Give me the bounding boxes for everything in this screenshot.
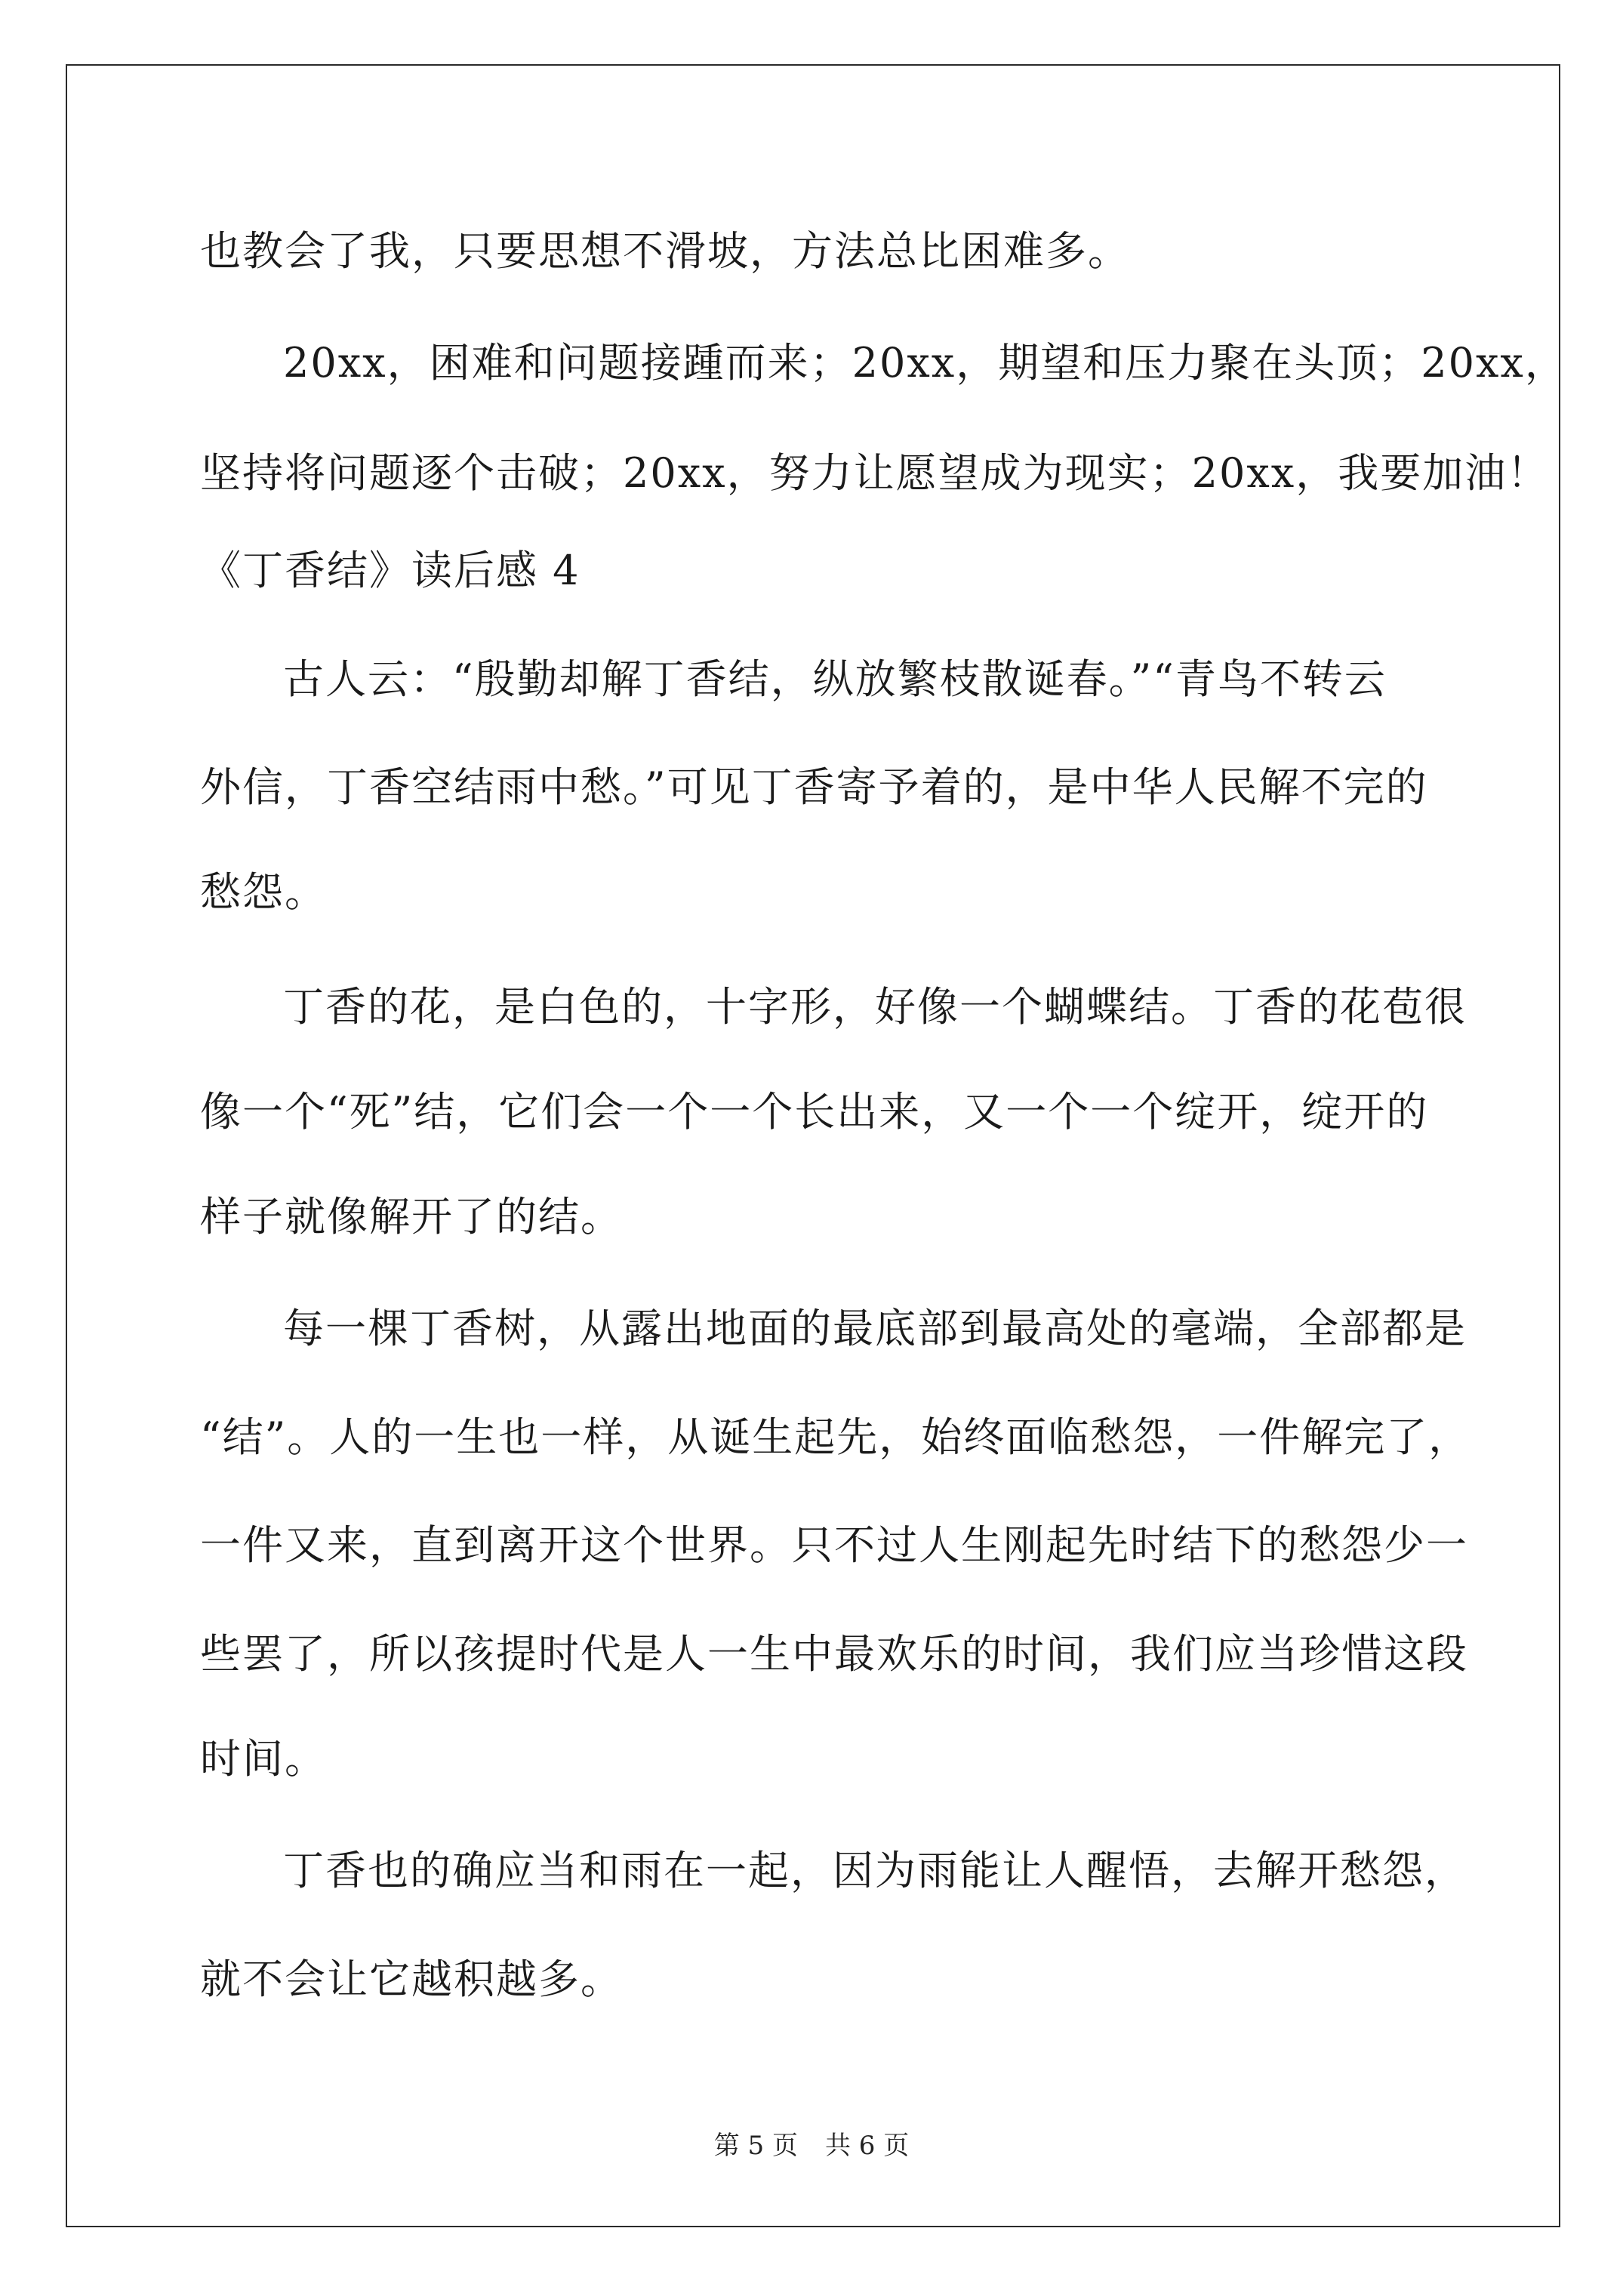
text-line: 每一棵丁香树，从露出地面的最底部到最高处的毫端，全部都是 [283,1305,1467,1352]
page-number: 第 5 页 [713,2131,798,2161]
text-line: 也教会了我，只要思想不滑坡，方法总比困难多。 [200,227,1130,275]
text-line: 坚持将问题逐个击破；20xx，努力让愿望成为现实；20xx，我要加油！ [200,449,1550,497]
page-border [66,64,1560,2227]
text-line: 20xx，困难和问题接踵而来；20xx，期望和压力聚在头顶；20xx， [283,339,1567,387]
text-line: 丁香的花，是白色的，十字形，好像一个蝴蝶结。丁香的花苞很 [283,983,1467,1031]
text-line: 古人云：“殷勤却解丁香结，纵放繁枝散诞春。”“青鸟不转云 [283,655,1387,703]
page-footer [0,2131,1623,2161]
text-line: 像一个“死”结，它们会一个一个长出来，又一个一个绽开，绽开的 [200,1088,1429,1136]
text-line: 时间。 [200,1735,327,1783]
text-line: 外信，丁香空结雨中愁。”可见丁香寄予着的，是中华人民解不完的 [200,763,1428,811]
page-total: 共 6 页 [825,2131,910,2161]
text-line: 愁怨。 [200,868,327,916]
text-line: 些罢了，所以孩提时代是人一生中最欢乐的时间，我们应当珍惜这段 [200,1630,1468,1678]
text-line: “结”。人的一生也一样，从诞生起先，始终面临愁怨，一件解完了， [200,1413,1471,1461]
text-line: 丁香也的确应当和雨在一起，因为雨能让人醒悟，去解开愁怨， [283,1847,1467,1894]
section-heading: 《丁香结》读后感 4 [200,547,581,594]
text-line: 就不会让它越积越多。 [200,1955,623,2003]
text-line: 样子就像解开了的结。 [200,1193,623,1240]
text-line: 一件又来，直到离开这个世界。只不过人生刚起先时结下的愁怨少一 [200,1521,1468,1569]
